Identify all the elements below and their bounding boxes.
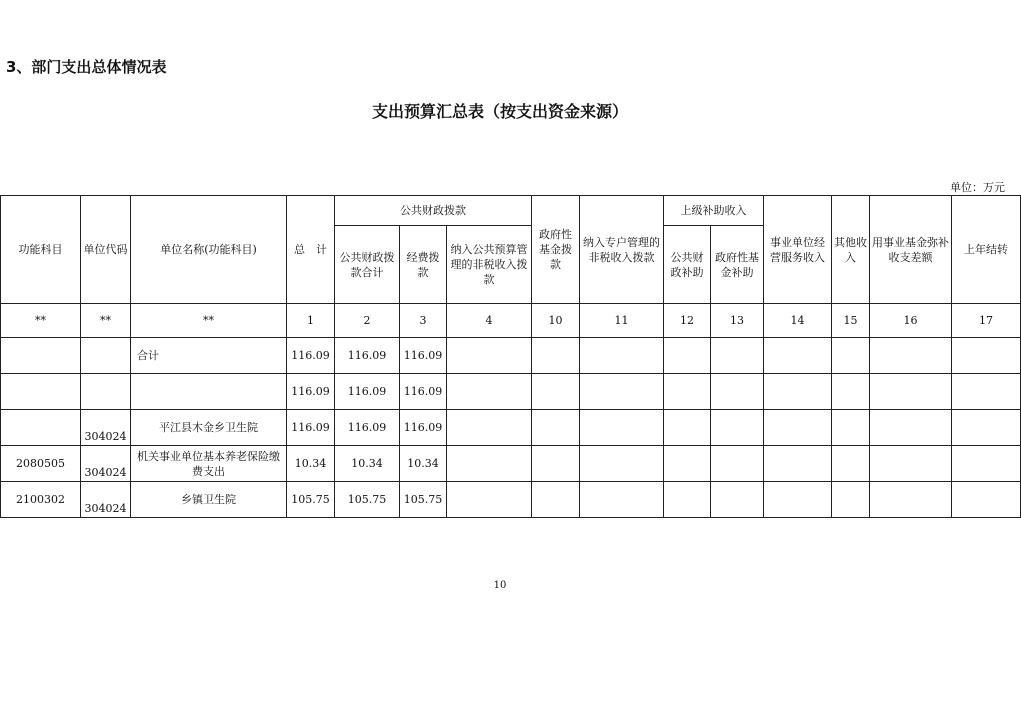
header-public-finance-total: 公共财政拨款合计: [335, 226, 400, 304]
total-cell: 10.34: [287, 446, 335, 482]
header-unit-code: 单位代码: [81, 196, 131, 304]
header-last-year: 上年结转: [952, 196, 1021, 304]
index-cell: **: [81, 304, 131, 338]
index-cell: 14: [764, 304, 832, 338]
header-public-finance: 公共财政拨款: [335, 196, 532, 226]
index-cell: 2: [335, 304, 400, 338]
header-public-subsidy: 公共财政补助: [664, 226, 711, 304]
index-cell: 13: [711, 304, 764, 338]
unit-code-cell: 304024: [81, 410, 131, 446]
public-finance-total-cell: 10.34: [335, 446, 400, 482]
public-finance-total-cell: 105.75: [335, 482, 400, 518]
index-cell: 17: [952, 304, 1021, 338]
total-cell: 116.09: [287, 410, 335, 446]
header-func-subject: 功能科目: [1, 196, 81, 304]
index-cell: 1: [287, 304, 335, 338]
unit-name-cell: 平江县木金乡卫生院: [131, 410, 287, 446]
header-unit-name: 单位名称(功能科目): [131, 196, 287, 304]
index-cell: 15: [832, 304, 870, 338]
header-gov-fund-subsidy: 政府性基金补助: [711, 226, 764, 304]
budget-table: [0, 195, 1021, 518]
unit-name-cell: [131, 374, 287, 410]
table-row: [1, 482, 1021, 518]
header-special-account: 纳入专户管理的非税收入拨款: [580, 196, 664, 304]
unit-code-cell: 304024: [81, 446, 131, 482]
unit-label: 单位：万元: [950, 181, 1005, 194]
func-subject-cell: 2100302: [1, 482, 81, 518]
section-title: 3、部门支出总体情况表: [6, 58, 167, 76]
unit-code-cell: 304024: [81, 482, 131, 518]
func-subject-cell: 2080505: [1, 446, 81, 482]
header-total: 总 计: [287, 196, 335, 304]
func-subject-cell: [1, 338, 81, 374]
funding-cell: 105.75: [400, 482, 447, 518]
public-finance-total-cell: 116.09: [335, 410, 400, 446]
table-row: [1, 410, 1021, 446]
index-cell: 12: [664, 304, 711, 338]
index-cell: 3: [400, 304, 447, 338]
funding-cell: 116.09: [400, 410, 447, 446]
unit-name-cell: 乡镇卫生院: [131, 482, 287, 518]
total-cell: 116.09: [287, 374, 335, 410]
page-number: 10: [493, 580, 507, 591]
header-gov-fund: 政府性基金拨款: [532, 196, 580, 304]
index-row: [1, 304, 1021, 338]
header-superior-subsidy: 上级补助收入: [664, 196, 764, 226]
table-row: [1, 338, 1021, 374]
public-finance-total-cell: 116.09: [335, 338, 400, 374]
header-business-income: 事业单位经营服务收入: [764, 196, 832, 304]
unit-code-cell: [81, 338, 131, 374]
total-cell: 116.09: [287, 338, 335, 374]
unit-code-cell: [81, 374, 131, 410]
index-cell: **: [131, 304, 287, 338]
index-cell: 11: [580, 304, 664, 338]
index-cell: 16: [870, 304, 952, 338]
table-row: [1, 446, 1021, 482]
table-row: [1, 374, 1021, 410]
func-subject-cell: [1, 410, 81, 446]
funding-cell: 116.09: [400, 374, 447, 410]
unit-name-cell: 机关事业单位基本养老保险缴费支出: [131, 446, 287, 482]
header-funding: 经费拨款: [400, 226, 447, 304]
header-non-tax-in-budget: 纳入公共预算管理的非税收入拨款: [447, 226, 532, 304]
header-other-income: 其他收入: [832, 196, 870, 304]
header-row-1: [1, 196, 1021, 226]
index-cell: 4: [447, 304, 532, 338]
unit-name-cell: 合计: [131, 338, 287, 374]
funding-cell: 116.09: [400, 338, 447, 374]
funding-cell: 10.34: [400, 446, 447, 482]
func-subject-cell: [1, 374, 81, 410]
public-finance-total-cell: 116.09: [335, 374, 400, 410]
index-cell: **: [1, 304, 81, 338]
index-cell: 10: [532, 304, 580, 338]
total-cell: 105.75: [287, 482, 335, 518]
page-title: 支出预算汇总表（按支出资金来源）: [371, 102, 628, 121]
header-fund-balance: 用事业基金弥补收支差额: [870, 196, 952, 304]
